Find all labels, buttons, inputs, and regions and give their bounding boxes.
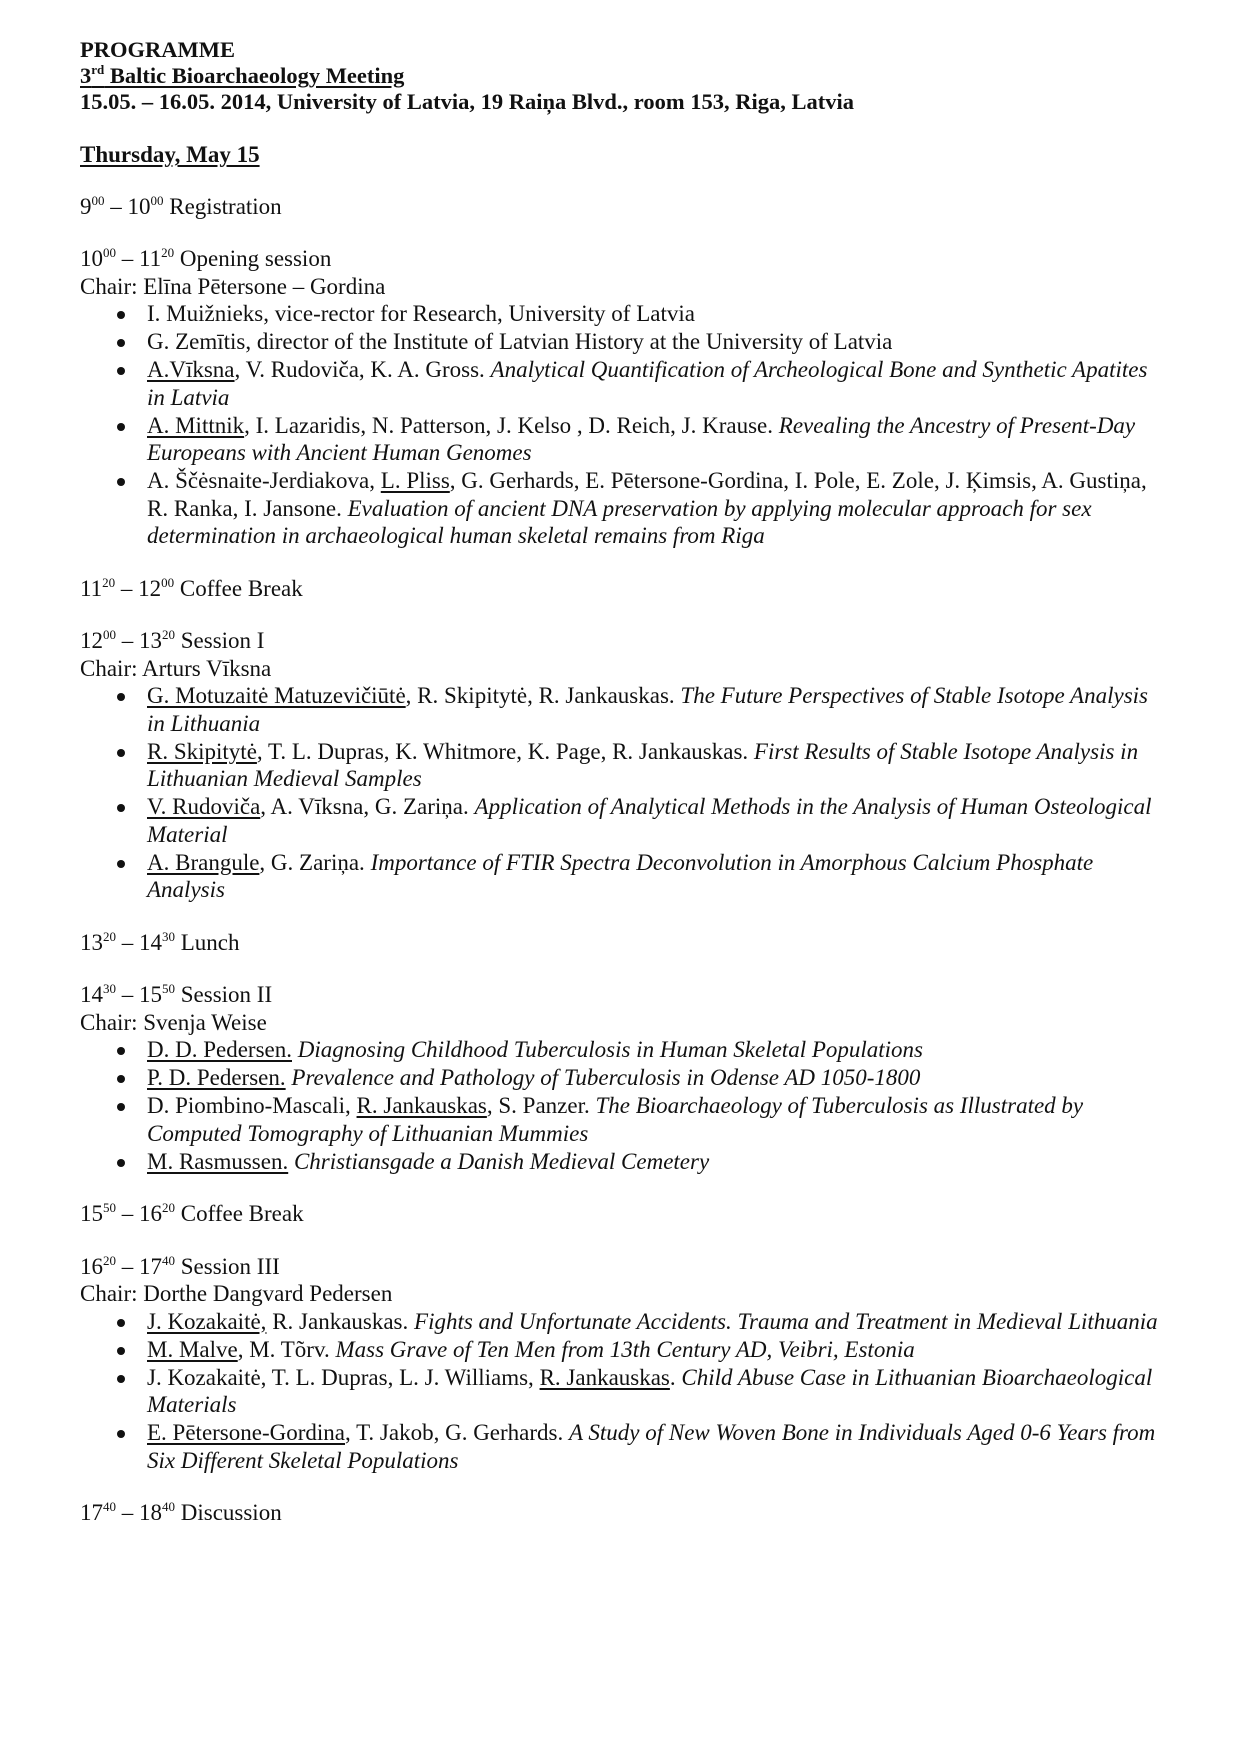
end-hour: 12 [138, 575, 162, 601]
bullet-icon [117, 367, 125, 375]
talk-item [80, 300, 1170, 328]
start-hour: 9 [80, 193, 92, 219]
end-minutes: 40 [162, 1252, 175, 1268]
talk-title: Prevalence and Pathology of Tuberculosis in Odense AD 1050-1800 [291, 1065, 921, 1090]
start-hour: 15 [80, 1201, 103, 1226]
end-hour: 13 [139, 628, 162, 653]
time-slot [80, 929, 1170, 957]
time-dash: – [116, 982, 139, 1007]
time-slot [80, 193, 1170, 221]
time-slot [80, 245, 1170, 273]
end-minutes: 20 [162, 1200, 175, 1215]
presenting-author: A. Mittnik [147, 412, 245, 438]
talk-item [80, 682, 1170, 737]
meeting-title: Baltic Bioarchaeology Meeting [104, 63, 405, 88]
session-chair: Chair: Arturs Vīksna [80, 655, 272, 681]
talk-title: Application of Analytical Methods in the Analysis of Human Osteological Material [147, 794, 1152, 847]
start-hour: 10 [80, 246, 103, 271]
start-hour: 17 [80, 1500, 103, 1525]
end-minutes: 00 [150, 192, 164, 208]
time-dash: – [104, 193, 128, 219]
talk-title: Child Abuse Case in Lithuanian Bioarchaeological Materials [147, 1364, 1153, 1417]
meeting-ordinal-suffix: rd [91, 62, 105, 77]
programme-document [80, 37, 1170, 1552]
presenting-author: E. Pētersone-Gordina [147, 1420, 345, 1445]
authors-text: G. Zemītis, director of the Institute of Latvian History at the University of Latvia [147, 329, 893, 354]
presenting-author: D. D. Pedersen. [147, 1037, 292, 1062]
authors-text: . [669, 1364, 682, 1390]
talk-title: Analytical Quantification of Archeological Bone and Synthetic Apatites in Latvia [147, 357, 1148, 410]
bullet-icon [117, 339, 125, 347]
bullet-icon [117, 1159, 125, 1167]
bullet-icon [117, 1047, 125, 1055]
session-chair: Chair: Elīna Pētersone – Gordina [80, 273, 386, 299]
presenting-author: P. D. Pedersen. [147, 1065, 286, 1090]
time-dash: – [116, 1201, 139, 1226]
start-minutes: 00 [103, 245, 116, 260]
bullet-icon [117, 1075, 125, 1083]
talk-item [80, 1092, 1170, 1147]
slot-label: Session I [180, 628, 265, 653]
bullet-icon [117, 860, 125, 868]
talk-item [80, 1064, 1170, 1092]
talk-item [80, 412, 1170, 467]
presenting-author: R. Skipitytė [147, 738, 257, 764]
time-slot [80, 627, 1170, 655]
bullet-icon [117, 1430, 125, 1438]
talk-title: Diagnosing Childhood Tuberculosis in Human Skeletal Populations [297, 1037, 924, 1062]
bullet-icon [117, 1375, 125, 1383]
end-hour: 10 [127, 193, 151, 219]
slot-label: Session III [180, 1253, 280, 1279]
bullet-icon [117, 804, 125, 812]
end-minutes: 30 [162, 928, 175, 944]
presenting-author: M. Rasmussen. [147, 1148, 289, 1174]
start-hour: 14 [80, 982, 103, 1007]
authors-text: D. Piombino-Mascali, [147, 1093, 357, 1118]
slot-label: Opening session [179, 246, 332, 271]
authors-text: , R. Skipitytė, R. Jankauskas. [405, 683, 681, 708]
start-minutes: 40 [103, 1499, 116, 1514]
start-hour: 13 [80, 929, 103, 955]
start-minutes: 30 [103, 981, 116, 996]
time-dash: – [115, 575, 139, 601]
schedule-block [80, 981, 1170, 1175]
start-hour: 12 [80, 628, 103, 653]
talk-title: Christiansgade a Danish Medieval Cemetery [293, 1148, 710, 1174]
presenting-author: R. Jankauskas [356, 1093, 487, 1118]
authors-text: , V. Rudoviča, K. A. Gross. [234, 357, 491, 382]
start-minutes: 50 [103, 1200, 116, 1215]
talk-item [80, 1364, 1170, 1419]
bullet-icon [117, 423, 125, 431]
authors-text: , A. Vīksna, G. Zariņa. [260, 794, 475, 819]
start-minutes: 00 [103, 627, 116, 642]
authors-text: , T. L. Dupras, K. Whitmore, K. Page, R. Jankauskas. [256, 738, 754, 764]
time-slot [80, 981, 1170, 1009]
bullet-icon [117, 1103, 125, 1111]
presenting-author: R. Jankauskas [539, 1364, 670, 1390]
talk-item [80, 738, 1170, 793]
bullet-icon [117, 1347, 125, 1355]
talk-item [80, 793, 1170, 848]
meeting-name [80, 63, 1170, 89]
time-dash: – [116, 628, 139, 653]
start-minutes: 20 [103, 1252, 116, 1268]
programme-title: PROGRAMME [80, 37, 235, 62]
day-heading: Thursday, May 15 [80, 142, 260, 167]
meeting-ordinal: 3 [80, 63, 92, 88]
talk-title: The Bioarchaeology of Tuberculosis as Illustrated by Computed Tomography of Lithuanian Mummies [147, 1093, 1084, 1146]
time-dash: – [116, 929, 139, 955]
talk-list [80, 1036, 1170, 1175]
session-chair: Chair: Svenja Weise [80, 1009, 267, 1035]
time-dash: – [116, 1253, 139, 1279]
end-hour: 16 [139, 1201, 162, 1226]
end-hour: 17 [139, 1253, 162, 1279]
authors-text: , T. Jakob, G. Gerhards. [345, 1420, 569, 1445]
time-slot [80, 1253, 1170, 1281]
authors-text: , G. Zariņa. [259, 849, 371, 875]
time-dash: – [116, 1500, 139, 1525]
authors-text: , G. Gerhards, E. Pētersone-Gordina, I. Pole, E. Zole, J. Ķimsis, A. Gustiņa, R. Ranka, I. Jansone. [147, 468, 1147, 521]
talk-title: Revealing the Ancestry of Present-Day Europeans with Ancient Human Genomes [147, 412, 1136, 465]
talk-item [80, 1036, 1170, 1064]
end-hour: 15 [139, 982, 162, 1007]
authors-text: , S. Panzer. [486, 1093, 596, 1118]
time-slot [80, 575, 1170, 603]
start-hour: 11 [80, 575, 103, 601]
talk-title: First Results of Stable Isotope Analysis in Lithuanian Medieval Samples [147, 738, 1139, 791]
presenting-author: A. Brangule [147, 849, 260, 875]
bullet-icon [117, 311, 125, 319]
presenting-author: V. Rudoviča [147, 794, 261, 819]
schedule-block [80, 1200, 1170, 1228]
presenting-author: L. Pliss [380, 468, 450, 493]
end-minutes: 00 [161, 574, 175, 590]
authors-text: I. Muižnieks, vice-rector for Research, University of Latvia [147, 301, 695, 326]
slot-label: Discussion [180, 1500, 282, 1525]
presenting-author: J. Kozakaitė, [147, 1308, 267, 1334]
schedule [80, 193, 1170, 1527]
talk-item [80, 1148, 1170, 1176]
presenting-author: G. Motuzaitė Matuzevičiūtė [147, 683, 406, 708]
authors-text: R. Jankauskas. [266, 1308, 415, 1334]
talk-list [80, 1308, 1170, 1475]
schedule-block [80, 245, 1170, 550]
end-hour: 18 [139, 1500, 162, 1525]
slot-label: Registration [169, 193, 282, 219]
end-minutes: 20 [161, 245, 175, 260]
talk-title: Fights and Unfortunate Accidents. Trauma and Treatment in Medieval Lithuania [414, 1308, 1158, 1334]
schedule-block [80, 929, 1170, 957]
presenting-author: A.Vīksna [147, 357, 235, 382]
start-minutes: 20 [103, 928, 116, 944]
schedule-block [80, 1499, 1170, 1527]
authors-text: , I. Lazaridis, N. Patterson, J. Kelso , D. Reich, J. Krause. [244, 412, 779, 438]
end-minutes: 40 [162, 1499, 175, 1514]
time-dash: – [116, 246, 139, 271]
schedule-block [80, 627, 1170, 904]
slot-label: Session II [180, 982, 273, 1007]
presenting-author: M. Malve [147, 1336, 238, 1362]
talk-item [80, 1308, 1170, 1336]
start-hour: 16 [80, 1253, 103, 1279]
slot-label: Coffee Break [180, 1201, 304, 1226]
start-minutes: 20 [102, 574, 116, 590]
start-minutes: 00 [91, 192, 105, 208]
venue-line: 15.05. – 16.05. 2014, University of Latvia, 19 Raiņa Blvd., room 153, Riga, Latvia [80, 89, 854, 114]
talk-item [80, 1336, 1170, 1364]
bullet-icon [117, 478, 125, 486]
talk-list [80, 682, 1170, 904]
talk-item [80, 328, 1170, 356]
authors-text: J. Kozakaitė, T. L. Dupras, L. J. Williams, [147, 1364, 540, 1390]
bullet-icon [117, 1319, 125, 1327]
schedule-block [80, 1253, 1170, 1475]
bullet-icon [117, 749, 125, 757]
talk-title: Importance of FTIR Spectra Deconvolution in Amorphous Calcium Phosphate Analysis [147, 849, 1094, 902]
authors-text: A. Ščėsnaite-Jerdiakova, [147, 468, 381, 493]
time-slot [80, 1499, 1170, 1527]
bullet-icon [117, 693, 125, 701]
talk-item [80, 849, 1170, 904]
end-hour: 11 [139, 246, 162, 271]
talk-item [80, 467, 1170, 550]
talk-list [80, 300, 1170, 550]
authors-text: , M. Tõrv. [237, 1336, 336, 1362]
schedule-block [80, 193, 1170, 221]
talk-title: A Study of New Woven Bone in Individuals Aged 0-6 Years from Six Different Skeletal Populations [147, 1420, 1156, 1473]
slot-label: Lunch [180, 929, 240, 955]
talk-title: The Future Perspectives of Stable Isotope Analysis in Lithuania [147, 683, 1148, 736]
talk-title: Evaluation of ancient DNA preservation by applying molecular approach for sex determination in archaeological human skeletal remains from Riga [147, 495, 1092, 548]
end-hour: 14 [139, 929, 162, 955]
schedule-block [80, 575, 1170, 603]
time-slot [80, 1200, 1170, 1228]
slot-label: Coffee Break [179, 575, 303, 601]
end-minutes: 20 [162, 627, 175, 642]
talk-item [80, 356, 1170, 411]
end-minutes: 50 [162, 981, 175, 996]
session-chair: Chair: Dorthe Dangvard Pedersen [80, 1281, 393, 1306]
talk-item [80, 1419, 1170, 1474]
talk-title: Mass Grave of Ten Men from 13th Century AD, Veibri, Estonia [335, 1336, 915, 1362]
